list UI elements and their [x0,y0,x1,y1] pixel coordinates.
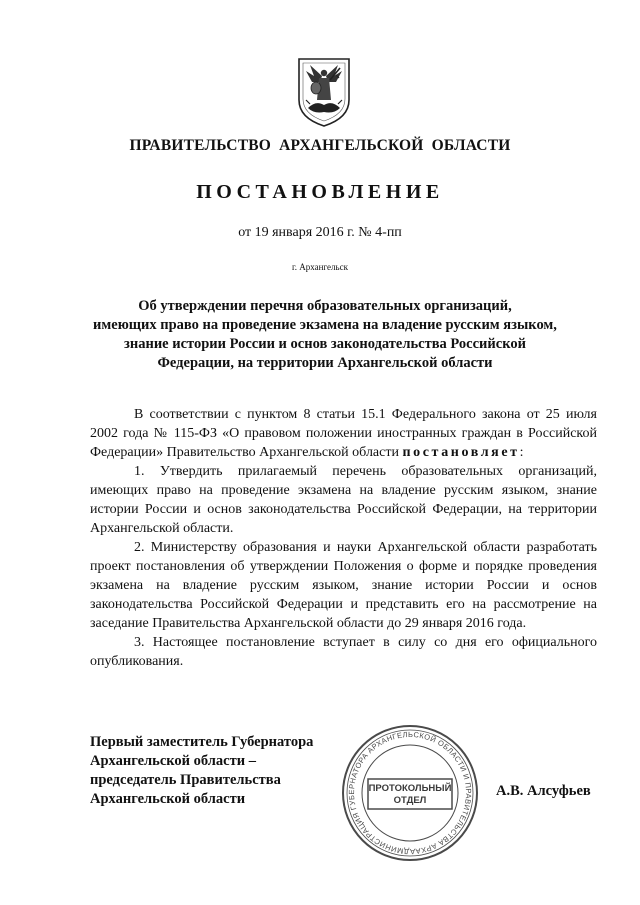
resolves-word: постановляет [402,445,520,460]
document-title [90,297,560,373]
arkhangelsk-coat-of-arms-icon [296,56,352,128]
position-line: Архангельской области – [90,753,256,769]
document-date-number: от 19 января 2016 г. № 4-пп [238,225,402,240]
seal-ring-text: АДМИНИСТРАЦИЯ ГУБЕРНАТОРА АРХАНГЕЛЬСКОЙ ОБЛАСТИ И ПРАВИТЕЛЬСТВА АРХАНГЕЛЬСКОЙ [346,729,474,857]
document-body [90,405,597,671]
resolves-colon: : [519,445,524,460]
clause-1: 1. Утвердить прилагаемый перечень образовательных организаций, имеющих право на проведение экзамена на владение русским языком, знание истории России и основ законодательства Российской Федерации, на территории Архангельской области. [90,464,597,536]
official-seal [340,723,480,863]
signatory-position [90,733,313,809]
preamble-paragraph [90,405,597,462]
signatory-name: А.В. Алсуфьев [496,783,591,799]
seal-line-1: ПРОТОКОЛЬНЫЙ [368,783,452,794]
position-line: председатель Правительства [90,772,281,788]
title-line: знание истории России и основ законодательства Российской [124,336,526,352]
position-line: Архангельской области [90,791,246,807]
preamble-text: В соответствии с пунктом 8 статьи 15.1 Федерального закона от 25 июля 2002 года № 115-ФЗ «О правовом положении иностранных граждан в Российской Федерации» Правительство Архангельской области [90,407,597,460]
title-line: Об утверждении перечня образовательных организаций, [138,298,512,314]
document-city: г. Архангельск [292,262,348,272]
seal-line-2: ОТДЕЛ [393,795,427,806]
title-line: имеющих право на проведение экзамена на владение русским языком, [93,317,557,333]
clause-3: 3. Настоящее постановление вступает в силу со дня его официального опубликования. [90,635,597,669]
organization-name: ПРАВИТЕЛЬСТВО АРХАНГЕЛЬСКОЙ ОБЛАСТИ [129,137,511,154]
title-line: Федерации, на территории Архангельской области [157,355,493,371]
document-type: ПОСТАНОВЛЕНИЕ [196,181,444,203]
clause-2: 2. Министерству образования и науки Архангельской области разработать проект постановления об утверждении Положения о форме и порядке проведения экзамена на владение русским языком, знание истории России и основ законодательства Российской Федерации и представить его на рассмотрение на заседание Правительства Архангельской области до 29 января 2016 года. [90,540,597,631]
position-line: Первый заместитель Губернатора [90,734,314,750]
